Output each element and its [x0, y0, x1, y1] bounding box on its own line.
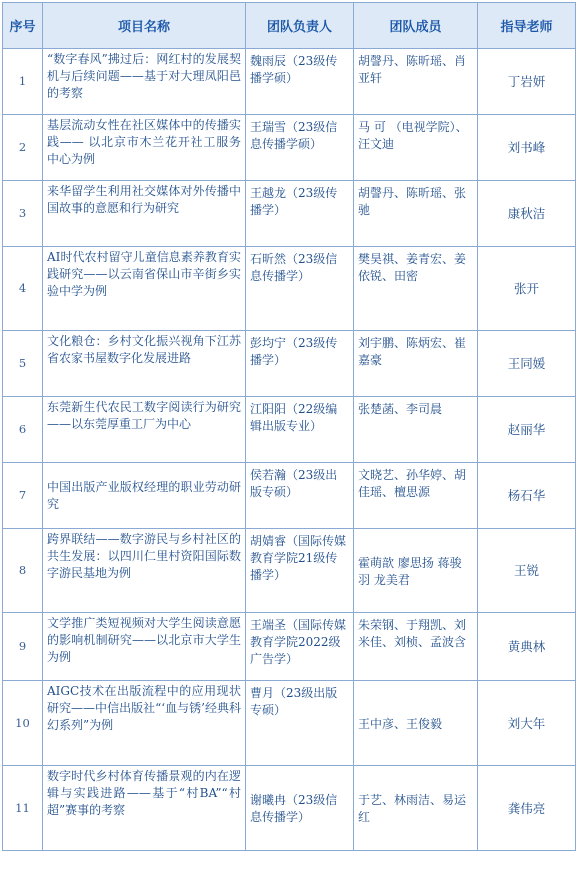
- row-members: 霍萌歆 廖思扬 蒋骏羽 龙美君: [354, 529, 478, 613]
- row-members: 王中彦、王俊毅: [354, 681, 478, 766]
- row-title: 中国出版产业版权经理的职业劳动研究: [43, 463, 246, 529]
- row-members: 于艺、林雨洁、易运红: [354, 766, 478, 851]
- row-leader: 石昕然（23级信息传播学）: [246, 247, 354, 331]
- row-title: 东莞新生代农民工数字阅读行为研究——以东莞厚重工厂为中心: [43, 397, 246, 463]
- row-no: 10: [3, 681, 43, 766]
- row-title: “数字春风”拂过后：网红村的发展契机与后续问题——基于对大理凤阳邑的考察: [43, 49, 246, 115]
- row-title: 文化粮仓：乡村文化振兴视角下江苏省农家书屋数字化发展进路: [43, 331, 246, 397]
- table-header-row: [3, 3, 576, 49]
- header-leader: 团队负责人: [246, 3, 354, 49]
- row-advisor: 康秋洁: [478, 181, 576, 247]
- row-no: 8: [3, 529, 43, 613]
- row-members: 胡謦丹、陈昕瑶、张驰: [354, 181, 478, 247]
- table-row: [3, 331, 576, 397]
- row-members: 樊昊祺、姜青宏、姜依锐、田密: [354, 247, 478, 331]
- row-members: 胡謦丹、陈昕瑶、肖亚轩: [354, 49, 478, 115]
- row-title: 基层流动女性在社区媒体中的传播实践—— 以北京市木兰花开社工服务中心为例: [43, 115, 246, 181]
- row-members: 刘宇鹏、陈炳宏、崔嘉豪: [354, 331, 478, 397]
- row-advisor: 龚伟亮: [478, 766, 576, 851]
- row-leader: 王瑞雪（23级信息传播学硕）: [246, 115, 354, 181]
- row-advisor: 王同媛: [478, 331, 576, 397]
- table-row: [3, 115, 576, 181]
- row-leader: 王越龙（23级传播学）: [246, 181, 354, 247]
- table-row: [3, 681, 576, 766]
- row-advisor: 赵丽华: [478, 397, 576, 463]
- row-title: AIGC技术在出版流程中的应用现状研究——中信出版社“‘血与锈’经典科幻系列”为例: [43, 681, 246, 766]
- row-no: 11: [3, 766, 43, 851]
- header-members: 团队成员: [354, 3, 478, 49]
- row-advisor: 刘大年: [478, 681, 576, 766]
- row-no: 5: [3, 331, 43, 397]
- row-advisor: 张开: [478, 247, 576, 331]
- row-advisor: 刘书峰: [478, 115, 576, 181]
- row-no: 4: [3, 247, 43, 331]
- row-title: 文学推广类短视频对大学生阅读意愿的影响机制研究——以北京市大学生为例: [43, 613, 246, 681]
- row-advisor: 杨石华: [478, 463, 576, 529]
- row-advisor: 王锐: [478, 529, 576, 613]
- row-no: 6: [3, 397, 43, 463]
- row-leader: 侯若瀚（23级出版专硕）: [246, 463, 354, 529]
- row-no: 7: [3, 463, 43, 529]
- row-title: 跨界联结——数字游民与乡村社区的共生发展：以四川仁里村资阳国际数字游民基地为例: [43, 529, 246, 613]
- table-row: [3, 181, 576, 247]
- row-leader: 曹月（23级出版专硕）: [246, 681, 354, 766]
- table-row: [3, 529, 576, 613]
- row-title: 数字时代乡村体育传播景观的内在逻辑与实践进路——基于“村BA”“村超”赛事的考察: [43, 766, 246, 851]
- row-advisor: 丁岩妍: [478, 49, 576, 115]
- table-row: [3, 766, 576, 851]
- table-row: [3, 613, 576, 681]
- row-members: 朱荣钢、于翔凯、刘米佳、刘桢、孟波含: [354, 613, 478, 681]
- row-members: 文晓艺、孙华婷、胡佳瑶、檀思源: [354, 463, 478, 529]
- row-leader: 江阳阳（22级编辑出版专业）: [246, 397, 354, 463]
- row-no: 1: [3, 49, 43, 115]
- row-title: AI时代农村留守儿童信息素养教育实践研究——以云南省保山市辛街乡实验中学为例: [43, 247, 246, 331]
- header-advisor: 指导老师: [478, 3, 576, 49]
- row-advisor: 黄典林: [478, 613, 576, 681]
- row-leader: 谢曦冉（23级信息传播学）: [246, 766, 354, 851]
- row-members: 马 可 （电视学院）、汪文迪: [354, 115, 478, 181]
- row-no: 2: [3, 115, 43, 181]
- row-leader: 彭均宁（23级传播学）: [246, 331, 354, 397]
- row-members: 张楚菡、李司晨: [354, 397, 478, 463]
- row-no: 9: [3, 613, 43, 681]
- row-no: 3: [3, 181, 43, 247]
- project-table: [2, 2, 576, 851]
- table-row: [3, 247, 576, 331]
- row-title: 来华留学生利用社交媒体对外传播中国故事的意愿和行为研究: [43, 181, 246, 247]
- table-row: [3, 49, 576, 115]
- table-row: [3, 397, 576, 463]
- header-no: 序号: [3, 3, 43, 49]
- row-leader: 魏雨辰（23级传播学硕）: [246, 49, 354, 115]
- table-row: [3, 463, 576, 529]
- row-leader: 王端圣（国际传媒教育学院2022级广告学）: [246, 613, 354, 681]
- row-leader: 胡婧睿（国际传媒教育学院21级传播学）: [246, 529, 354, 613]
- header-title: 项目名称: [43, 3, 246, 49]
